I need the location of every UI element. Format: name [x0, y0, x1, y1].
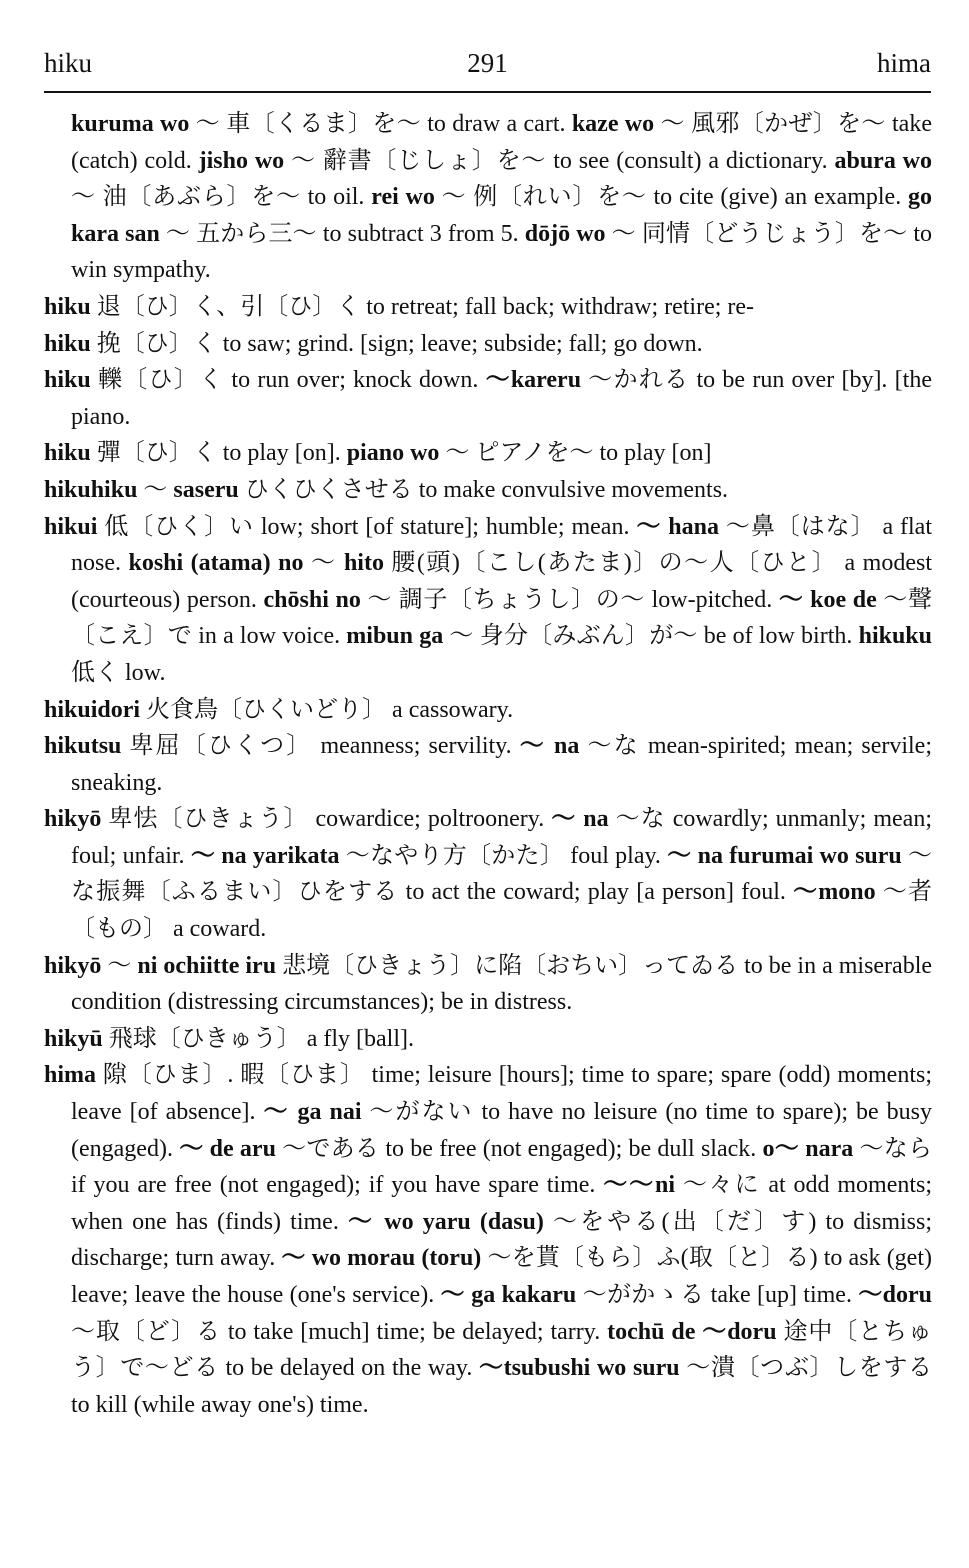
entry-romaji: hikyō	[44, 952, 102, 979]
entry-continuation	[44, 106, 932, 289]
entry-text: 卑怯〔ひきょう〕 cowardice; poltroonery.	[101, 806, 552, 833]
entry-text: 隙〔ひま〕. 暇〔ひま〕 time; leisure [hours]; time to spare; spare (odd) moments; leave [of absence].	[71, 1062, 932, 1126]
entry-romaji: hikyū	[44, 1025, 103, 1052]
entry-text: ～者〔もの〕 a coward.	[71, 879, 933, 943]
entry-romaji: o～ nara	[762, 1135, 854, 1162]
entry-text: ～な cowardly; unmanly; mean; foul; unfair.	[71, 806, 932, 869]
entry-text: ～ 例〔れい〕を～ to cite (give) an example.	[434, 184, 908, 211]
entry-romaji: ～ na	[551, 806, 609, 833]
entry-romaji: ～ na furumai wo suru	[667, 842, 902, 869]
entry-romaji: ～ ga kakaru	[440, 1282, 577, 1308]
entry-romaji: rei wo	[371, 184, 435, 211]
dictionary-entry	[44, 472, 932, 509]
entry-text: ～ 身分〔みぶん〕が～ be of low birth.	[443, 623, 859, 650]
entry-romaji: hiku	[44, 293, 91, 320]
entry-text: ～ 同情〔どうじょう〕を～ to win sympathy.	[71, 220, 933, 284]
entry-romaji: chōshi no	[263, 586, 361, 613]
entry-text: ～ 油〔あぶら〕を～ to oil.	[71, 184, 372, 211]
entry-text: ～取〔ど〕る to take [much] time; be delayed; tarry.	[71, 1318, 608, 1345]
entry-text: ～な振舞〔ふるまい〕ひをする to act the coward; play [a person] foul.	[71, 842, 933, 906]
entry-text: 飛球〔ひきゅう〕 a fly [ball].	[102, 1025, 415, 1052]
entry-text: 火食鳥〔ひくいどり〕 a cassowary.	[140, 696, 514, 723]
entry-text: ～	[303, 550, 344, 577]
entry-text: 轢〔ひ〕く to run over; knock down.	[90, 367, 486, 394]
entry-romaji: hiku	[44, 367, 91, 394]
entry-text: ひくひくさせる to make convulsive movements.	[238, 476, 729, 503]
entry-text: 卑屈〔ひくつ〕 meanness; servility.	[121, 733, 520, 760]
entry-romaji: ～doru	[858, 1282, 932, 1308]
entry-romaji: kaze wo	[571, 111, 655, 137]
entry-romaji: ni ochiitte iru	[137, 952, 277, 979]
entry-romaji: ～ de aru	[179, 1135, 276, 1162]
entry-romaji: ～ koe de	[778, 586, 877, 613]
entry-romaji: abura wo	[834, 147, 932, 174]
entry-text: 途中〔とちゅう〕で～どる to be delayed on the way.	[71, 1318, 933, 1382]
dictionary-entry	[44, 509, 932, 692]
header-last-headword: hima	[877, 48, 931, 78]
entry-romaji: hikuidori	[44, 696, 141, 723]
entry-text: ～を貰〔もら〕ふ(取〔と〕る) to ask (get) leave; leave the house (one's service).	[71, 1245, 932, 1308]
entry-text: 低〔ひく〕い low; short [of stature]; humble; mean.	[97, 513, 637, 540]
dictionary-entry	[44, 435, 932, 472]
entry-text: ～ 車〔くるま〕を～ to draw a cart.	[189, 111, 572, 137]
entry-romaji: dōjō wo	[524, 220, 606, 247]
entry-romaji: mibun ga	[346, 623, 444, 650]
entry-romaji: hima	[44, 1062, 97, 1089]
entry-text: ～なやり方〔かた〕 foul play.	[339, 842, 668, 869]
entry-text: ～聲〔こえ〕で in a low voice.	[71, 586, 932, 650]
entry-text: ～々に at odd moments; when one has (finds) time.	[71, 1172, 933, 1235]
entry-romaji: jisho wo	[198, 147, 285, 174]
entry-romaji: hikuku	[858, 623, 932, 650]
entry-romaji: koshi (atama) no	[128, 550, 304, 577]
header-rule	[44, 91, 931, 93]
entry-romaji: hikyō	[44, 806, 102, 833]
entry-romaji: ～ na	[519, 733, 580, 760]
entry-romaji: ～kareru	[485, 367, 582, 394]
entry-text: ～	[101, 952, 138, 979]
entry-romaji: ～ wo morau (toru)	[281, 1245, 482, 1272]
entry-romaji: hikui	[44, 513, 98, 540]
entry-romaji: tochū de ～doru	[607, 1318, 777, 1345]
dictionary-entry	[44, 948, 932, 1021]
entry-text: ～な mean-spirited; mean; servile; sneaking.	[71, 733, 932, 796]
running-header	[44, 48, 931, 84]
entry-text: 退〔ひ〕く、引〔ひ〕く to retreat; fall back; withdraw; retire; re-	[90, 293, 755, 320]
entry-romaji: kuruma wo	[71, 111, 190, 137]
entry-text: ～ 辭書〔じしょ〕を～ to see (consult) a dictionary.	[284, 147, 835, 174]
entry-text: 彈〔ひ〕く to play [on].	[90, 440, 347, 467]
entry-romaji: hito	[343, 550, 384, 577]
entry-romaji: ～ ga nai	[263, 1099, 362, 1126]
entry-romaji: ～mono	[793, 879, 876, 906]
entry-text: ～ 五から三～ to subtract 3 from 5.	[159, 220, 525, 247]
dictionary-entry	[44, 362, 932, 435]
dictionary-entry	[44, 326, 932, 363]
entry-romaji: hikuhiku	[44, 476, 138, 503]
entry-romaji: ～～ni	[603, 1172, 676, 1199]
entry-text: ～ 風邪〔かぜ〕を～ take (catch) cold.	[71, 111, 932, 174]
entry-text: ～をやる(出〔だ〕す) to dismiss; discharge; turn away.	[71, 1208, 933, 1272]
entry-text: ～	[137, 476, 174, 503]
entry-romaji: ～ hana	[636, 513, 719, 540]
entry-romaji: ～ na yarikata	[190, 842, 340, 869]
entry-romaji: saseru	[173, 476, 239, 503]
entry-text: ～なら if you are free (not engaged); if you have spare time.	[71, 1135, 932, 1199]
entry-text: ～である to be free (not engaged); be dull slack.	[275, 1135, 763, 1162]
entry-text: ～ ピアノを～ to play [on]	[439, 440, 712, 467]
entry-romaji: hiku	[44, 330, 91, 357]
entry-romaji: piano wo	[346, 440, 440, 467]
entry-text: 悲境〔ひきょう〕に陷〔おちい〕ってゐる to be in a miserable condition (distressing circumstances); be in distress.	[71, 952, 933, 1016]
entry-text: ～かれる to be run over [by]. [the piano.	[71, 367, 932, 430]
entry-romaji: hikutsu	[44, 733, 122, 760]
entry-romaji: ～tsubushi wo suru	[478, 1355, 680, 1382]
entry-text: 挽〔ひ〕く to saw; grind. [sign; leave; subside; fall; go down.	[90, 330, 703, 357]
entry-romaji: go kara san	[71, 184, 932, 247]
dictionary-entry	[44, 289, 932, 326]
dictionary-entry	[44, 1057, 932, 1423]
entry-text: ～鼻〔はな〕 a flat nose.	[71, 513, 933, 577]
dictionary-entry	[44, 801, 932, 947]
dictionary-entry	[44, 1021, 932, 1058]
entry-romaji: hiku	[44, 440, 91, 467]
entry-text: 腰(頭)〔こし(あたま)〕の～人〔ひと〕 a modest (courteous) person.	[71, 550, 933, 613]
dictionary-body	[44, 106, 932, 1423]
entry-text: ～がない to have no leisure (no time to spare); be busy (engaged).	[71, 1099, 932, 1162]
entry-text: ～ 調子〔ちょうし〕の～ low-pitched.	[360, 586, 779, 613]
header-first-headword: hiku	[44, 48, 93, 78]
entry-text: 低く low.	[71, 659, 166, 686]
entry-text: ～潰〔つぶ〕しをする to kill (while away one's) time.	[71, 1355, 933, 1418]
page-number: 291	[467, 48, 508, 78]
dictionary-entry	[44, 728, 932, 801]
entry-text: ～がかゝる take [up] time.	[576, 1282, 859, 1308]
entry-romaji: ～ wo yaru (dasu)	[347, 1208, 544, 1235]
dictionary-entry	[44, 692, 932, 729]
